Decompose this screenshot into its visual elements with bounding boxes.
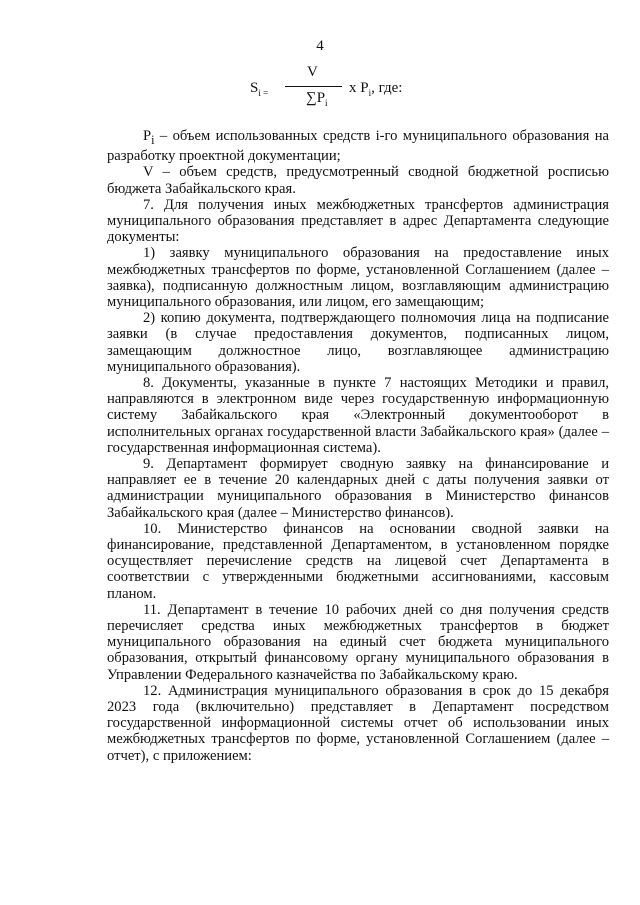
paragraph-item-9: 9. Департамент формирует сводную заявку на финансирование и направляет ее в течение 20 календарных дней с даты получения заявки от администрации муниципального образования в Министерство финансов Забайкальского края (далее – Министерство финансов). <box>107 455 609 521</box>
formula-lhs: $S_{i =}$ <box>250 80 269 98</box>
paragraph-item-8: 8. Документы, указанные в пункте 7 настоящих Методики и правил, направляются в электронном виде через государственную информационную систему Забайкальского края «Электронный документооборот в исполнительных органах государственной власти Забайкальского края» (далее – государственная информационная система). <box>107 374 609 456</box>
paragraph-item-7-1: 1) заявку муниципального образования на предоставление иных межбюджетных трансфертов по форме, установленной Соглашением (далее – заявка), подписанную должностным лицом, возглавляющим администрацию муниципального образования, или лицом, его замещающим; <box>107 245 609 310</box>
document-body <box>107 128 609 764</box>
paragraph-item-11: 11. Департамент в течение 10 рабочих дней со дня получения средств перечисляет средства иных межбюджетных трансфертов в бюджет муниципального образования на единый счет бюджета муниципального образования, открытый финансовому органу муниципального образования в Управлении Федерального казначейства по Забайкальскому краю. <box>107 601 609 683</box>
paragraph-item-7: 7. Для получения иных межбюджетных трансфертов администрация муниципального образования представляет в адрес Департамента следующие документы: <box>107 196 609 246</box>
page-number: 4 <box>316 38 324 54</box>
paragraph-v-definition: V – объем средств, предусмотренный сводной бюджетной росписью бюджета Забайкальского края. <box>107 164 609 197</box>
formula-numerator: V <box>307 64 318 80</box>
fraction-line <box>285 86 342 87</box>
paragraph-pi-definition: $P_i$ – объем использованных средств i-го муниципального образования на разработку проектной документации; <box>107 128 609 165</box>
formula-multiplier: x $P_i$, где: <box>349 80 403 98</box>
paragraph-item-12: 12. Администрация муниципального образования в срок до 15 декабря 2023 года (включительно) представляет в Департамент посредством государственной информационной системы отчет об использовании иных межбюджетных трансфертов по форме, установленной Соглашением (далее – отчет), с приложением: <box>107 682 609 764</box>
formula-denominator: $\sum P_i$ <box>306 90 328 108</box>
paragraph-item-7-2: 2) копию документа, подтверждающего полномочия лица на подписание заявки (в случае предоставления документов, подписанных лицом, замещающим должностное лицо, возглавляющее администрацию муниципального образования). <box>107 310 609 375</box>
allocation-formula <box>0 62 640 112</box>
paragraph-item-10: 10. Министерство финансов на основании сводной заявки на финансирование, представленной Департаментом, в установленном порядке осуществляет перечисление средств на лицевой счет Департамента в соответствии с утвержденными бюджетными ассигнованиями, кассовым планом. <box>107 520 609 602</box>
